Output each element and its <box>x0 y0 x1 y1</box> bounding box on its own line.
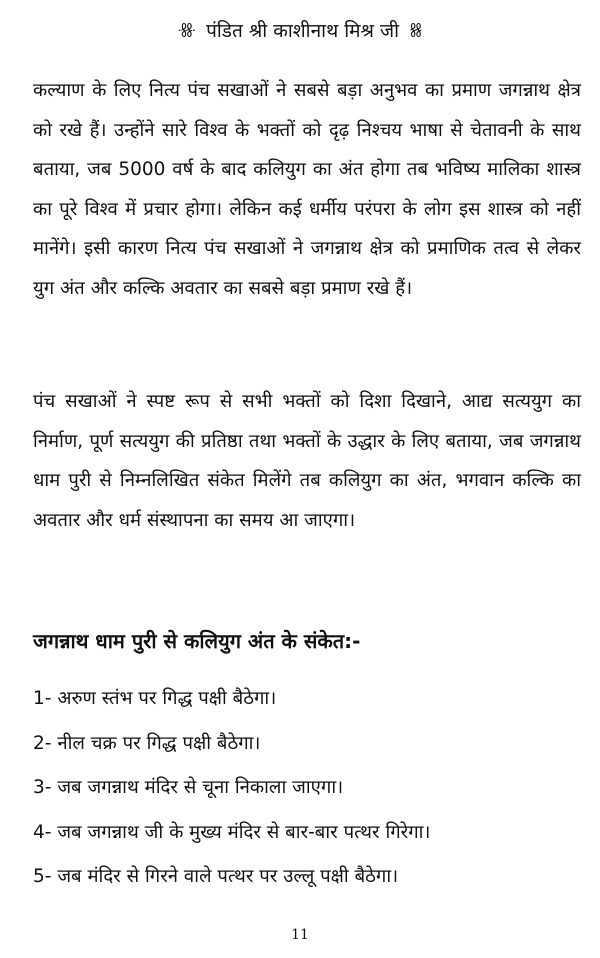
page-number: 11 <box>291 927 309 943</box>
paragraph-1: कल्याण के लिए नित्य पंच सखाओं ने सबसे बड़ा अनुभव का प्रमाण जगन्नाथ क्षेत्र को रखे हैं। उन्होंने सारे विश्व के भक्तों को दृढ़ निश्चय भाषा से चेतावनी के साथ बताया, जब 5000 वर्ष के बाद कलियुग का अंत होगा तब भविष्य मालिका शास्त्र का पूरे विश्व में प्रचार होगा। लेकिन कई धर्मीय परंपरा के लोग इस शास्त्र को नहीं मानेंगे। इसी कारण नित्य पंच सखाओं ने जगन्नाथ क्षेत्र को प्रमाणिक तत्व से लेकर युग अंत और कल्कि अवतार का सबसे बड़ा प्रमाण रखे हैं। <box>33 80 581 299</box>
list-item: 1- अरुण स्तंभ पर गिद्ध पक्षी बैठेगा। <box>33 688 277 709</box>
header-title: पंडित श्री काशीनाथ मिश्र जी <box>206 20 400 42</box>
list-item: 2- नील चक्र पर गिद्ध पक्षी बैठेगा। <box>33 732 261 754</box>
ornament-right-icon: ꗤ <box>409 20 423 42</box>
list-item: 4- जब जगन्नाथ जी के मुख्य मंदिर से बार-बार पत्थर गिरेगा। <box>33 821 431 843</box>
paragraph-2: पंच सखाओं ने स्पष्ट रूप से सभी भक्तों को दिशा दिखाने, आद्य सत्ययुग का निर्माण, पूर्ण सत्ययुग की प्रतिष्ठा तथा भक्तों के उद्धार के लिए बताया, जब जगन्नाथ धाम पुरी से निम्नलिखित संकेत मिलेंगे तब कलियुग का अंत, भगवान कल्कि का अवतार और धर्म संस्थापना का समय आ जाएगा। <box>33 391 581 531</box>
ornament-left-icon: ꗥ <box>177 20 197 42</box>
list-item: 3- जब जगन्नाथ मंदिर से चूना निकाला जाएगा। <box>33 777 344 798</box>
section-heading: जगन्नाथ धाम पुरी से कलियुग अंत के संकेत:- <box>33 629 361 653</box>
list-item: 5- जब मंदिर से गिरने वाले पत्थर पर उल्लू पक्षी बैठेगा। <box>33 866 399 887</box>
running-header <box>0 18 600 44</box>
signs-list <box>33 677 581 900</box>
